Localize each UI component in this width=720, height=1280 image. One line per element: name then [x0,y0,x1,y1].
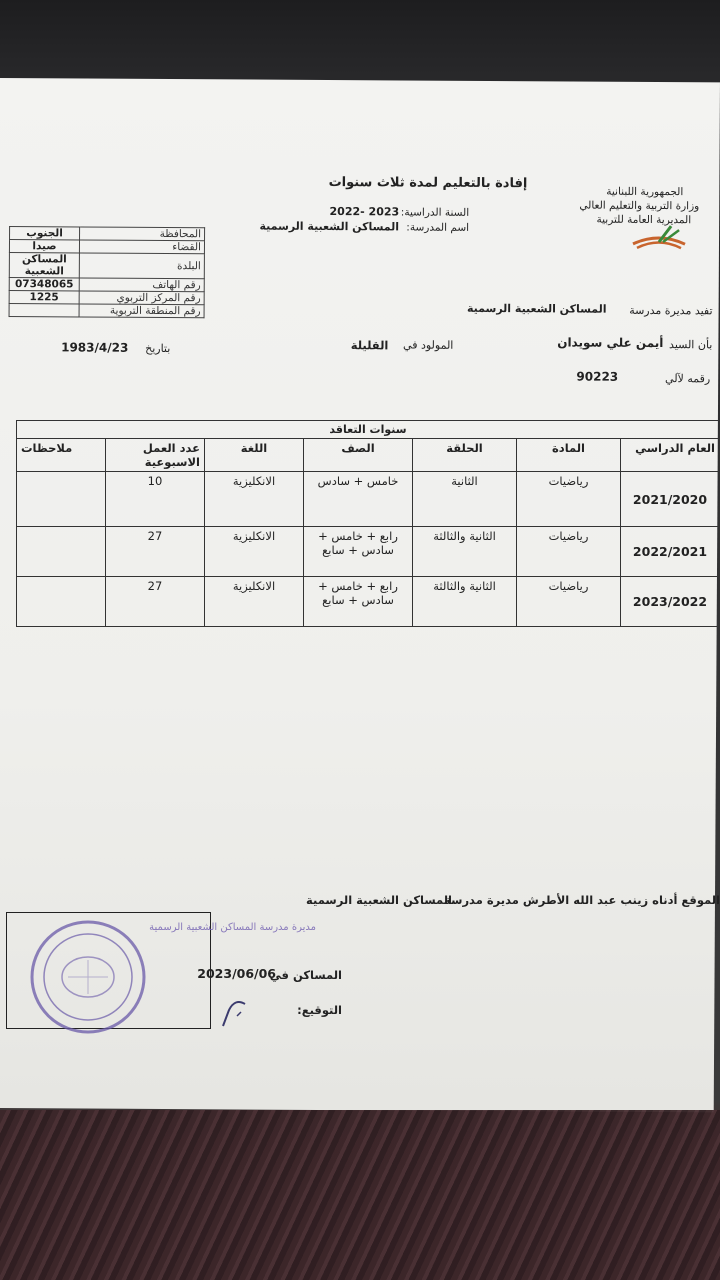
birth-date: 1983/4/23 [61,340,129,355]
school-name-label: اسم المدرسة: [406,221,470,234]
row-language: الانكليزية [205,577,304,627]
row-notes [17,577,106,627]
row-hours: 10 [106,472,205,527]
row-language: الانكليزية [205,472,304,527]
row-hours: 27 [106,577,205,627]
row-year: 2021/2020 [621,472,720,527]
row-year: 2023/2022 [621,577,720,627]
row-notes [17,472,106,527]
ministry-line1: الجمهورية اللبنانية [606,185,684,199]
col-weekly-hours: عدد العمل الاسبوعية [106,439,205,472]
date-label: بتاريخ [145,341,171,356]
school-info-table [9,226,206,318]
signatory-text: الموقع أدناه زينب عبد الله الأطرش مديرة مدرسة [444,893,720,907]
region-number-value [9,304,79,317]
signatory-school: المساكن الشعبية الرسمية [306,893,452,907]
signature-icon [215,990,255,1030]
col-notes: ملاحظات [17,439,106,472]
signature-date: 2023/06/06 [197,966,276,981]
col-language: اللغة [205,439,304,472]
intro-school: المساكن الشعبية الرسمية [466,301,607,316]
ministry-line3: المديرية العامة للتربية [596,213,692,227]
phone-value: 07348065 [9,278,79,291]
row-cycle: الثانية والثالثة [413,527,517,577]
signature-label: التوقيع: [297,1003,342,1017]
row-class: رابع + خامس + سادس + سابع [304,527,413,577]
district-label: القضاء [79,240,204,254]
stamp-text: مديرة مدرسة المساكن الشعبية الرسمية [149,922,316,933]
district-value: صيدا [9,240,79,253]
region-number-label: رقم المنطقة التربوية [79,304,204,318]
row-hours: 27 [106,527,205,577]
center-number-label: رقم المركز التربوي [79,291,204,305]
school-name-value: المساكن الشعبية الرسمية [259,219,400,234]
row-language: الانكليزية [205,527,304,577]
table-row [17,527,720,577]
town-value: المساكن الشعبية [9,253,79,278]
intro-text: تفيد مديرة مدرسة [629,303,713,318]
col-class: الصف [304,439,413,472]
col-cycle: الحلقة [413,439,517,472]
col-year: العام الدراسي [621,439,720,472]
ministry-line2: وزارة التربية والتعليم العالي [579,199,700,213]
person-name: أيمن علي سويدان [557,335,664,351]
service-table-title: سنوات التعاقد [17,421,720,439]
registry-number: 90223 [576,369,619,384]
row-subject: رياضيات [517,527,621,577]
governorate-label: المحافظة [80,227,205,241]
row-cycle: الثانية [413,472,517,527]
row-class: رابع + خامس + سادس + سابع [304,577,413,627]
table-row [17,577,720,627]
center-number-value: 1225 [9,291,79,304]
row-notes [17,527,106,577]
phone-label: رقم الهاتف [79,278,204,292]
row-subject: رياضيات [517,577,621,627]
col-subject: المادة [517,439,621,472]
born-label: المولود في [403,338,454,352]
document-title: إفادة بالتعليم لمدة ثلاث سنوات [328,175,528,192]
number-label: رقمه لآلي [665,372,711,386]
row-class: خامس + سادس [304,472,413,527]
born-place: القليلة [350,338,389,353]
ministry-logo-icon [629,222,689,252]
table-row [17,472,720,527]
name-prefix: بأن السيد [669,338,713,352]
service-years-table [16,420,720,627]
place-date-prefix: المساكن في [269,968,342,982]
official-stamp-icon [28,918,148,1036]
governorate-value: الجنوب [10,227,80,240]
background-fabric [0,1110,720,1280]
row-subject: رياضيات [517,472,621,527]
school-year-value: 2022- 2023 [329,205,400,219]
row-year: 2022/2021 [621,527,720,577]
row-cycle: الثانية والثالثة [413,577,517,627]
school-year-label: السنة الدراسية: [400,206,470,219]
town-label: البلدة [79,253,204,279]
